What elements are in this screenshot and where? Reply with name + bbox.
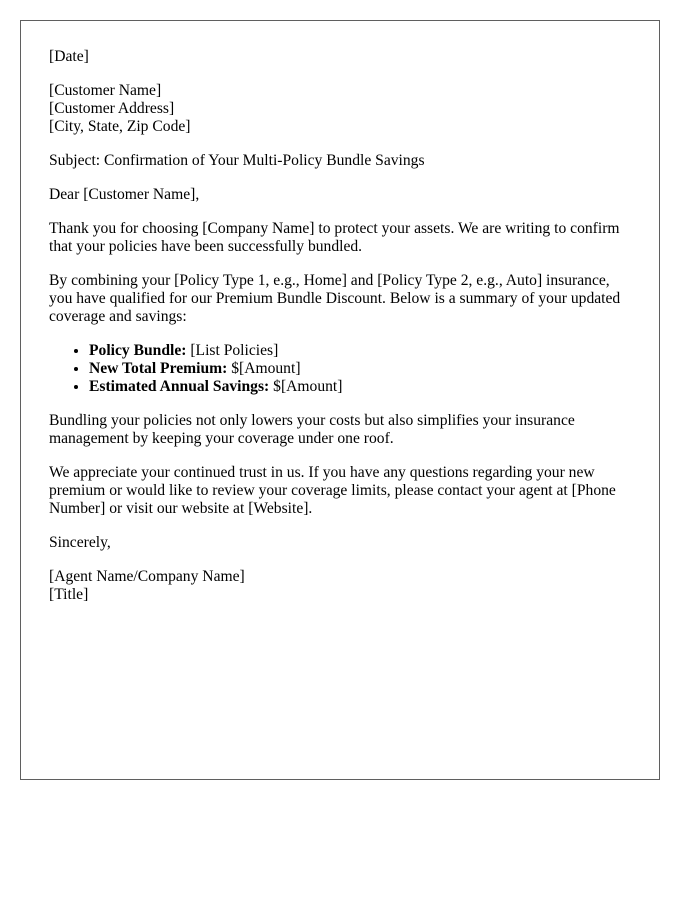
summary-value: [List Policies] bbox=[186, 342, 279, 359]
intro-paragraph: Thank you for choosing [Company Name] to protect your assets. We are writing to confirm that your policies have been successfully bundled. bbox=[49, 220, 620, 255]
summary-value: $[Amount] bbox=[269, 378, 343, 395]
contact-paragraph: We appreciate your continued trust in us. If you have any questions regarding your new premium or would like to review your coverage limits, please contact your agent at [Phone Number] or visit our website at [Website]. bbox=[49, 464, 616, 517]
summary-label: New Total Premium: bbox=[89, 360, 228, 377]
summary-label: Estimated Annual Savings: bbox=[89, 378, 270, 395]
recipient-address-block bbox=[49, 82, 631, 136]
subject-line: Subject: Confirmation of Your Multi-Policy Bundle Savings bbox=[49, 152, 425, 169]
bundle-paragraph: By combining your [Policy Type 1, e.g., Home] and [Policy Type 2, e.g., Auto] insurance, you have qualified for our Premium Bundle Discount. Below is a summary of your updated coverage and savings: bbox=[49, 272, 621, 325]
letter-document bbox=[20, 20, 660, 780]
recipient-name: [Customer Name] bbox=[49, 82, 162, 99]
summary-label: Policy Bundle: bbox=[89, 342, 187, 359]
benefits-paragraph: Bundling your policies not only lowers your costs but also simplifies your insurance management by keeping your coverage under one roof. bbox=[49, 412, 575, 447]
recipient-address: [Customer Address] bbox=[49, 100, 175, 117]
summary-value: $[Amount] bbox=[227, 360, 301, 377]
savings-summary-list bbox=[49, 342, 631, 396]
list-item bbox=[89, 360, 631, 378]
closing: Sincerely, bbox=[49, 534, 111, 551]
date: [Date] bbox=[49, 48, 89, 65]
signature-title: [Title] bbox=[49, 586, 89, 603]
list-item bbox=[89, 342, 631, 360]
salutation: Dear [Customer Name], bbox=[49, 186, 200, 203]
signature-block bbox=[49, 568, 631, 604]
list-item bbox=[89, 378, 631, 396]
recipient-city-state-zip: [City, State, Zip Code] bbox=[49, 118, 191, 135]
signature-name: [Agent Name/Company Name] bbox=[49, 568, 245, 585]
